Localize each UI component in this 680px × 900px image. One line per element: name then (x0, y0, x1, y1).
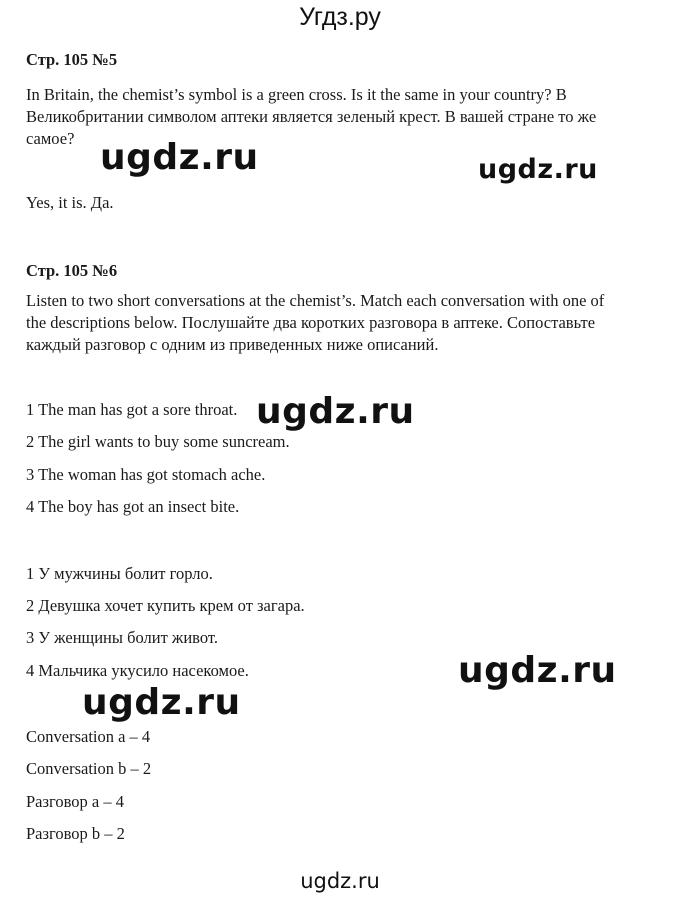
watermark: ugdz.ru (478, 154, 598, 185)
answer-conversation-b: Conversation b – 2 (26, 759, 152, 778)
russian-item-3: 3 У женщины болит живот. (26, 628, 218, 647)
section6-paragraph: Listen to two short conversations at the chemist’s. Match each conversation with one of the descriptions below. Послушайте два коротких разговора в аптеке. Сопоставьте каждый разговор с одним из приведенных ниже описаний. (26, 291, 605, 354)
english-item-4: 4 The boy has got an insect bite. (26, 497, 240, 516)
section5-paragraph: In Britain, the chemist’s symbol is a green cross. Is it the same in your country? В Великобритании символом аптеки является зеленый крест. В вашей стране то же самое? (26, 85, 597, 148)
watermark: ugdz.ru (458, 650, 617, 691)
section6-heading: Стр. 105 №6 (26, 261, 118, 280)
answer-razgovor-b: Разговор b – 2 (26, 824, 125, 843)
site-title: Угдз.ру (299, 3, 381, 31)
english-item-2: 2 The girl wants to buy some suncream. (26, 432, 290, 451)
section5-answer: Yes, it is. Да. (26, 193, 114, 212)
russian-item-1: 1 У мужчины болит горло. (26, 564, 213, 583)
section5-heading: Стр. 105 №5 (26, 50, 118, 69)
english-item-3: 3 The woman has got stomach ache. (26, 465, 266, 484)
watermark: ugdz.ru (82, 682, 241, 723)
watermark: ugdz.ru (100, 137, 259, 178)
russian-item-2: 2 Девушка хочет купить крем от загара. (26, 596, 305, 615)
english-item-1: 1 The man has got a sore throat. (26, 400, 238, 419)
answer-razgovor-a: Разговор a – 4 (26, 792, 125, 811)
answer-conversation-a: Conversation a – 4 (26, 727, 151, 746)
footer-site-link: ugdz.ru (300, 869, 380, 893)
russian-item-4: 4 Мальчика укусило насекомое. (26, 661, 249, 680)
watermark: ugdz.ru (256, 391, 415, 432)
